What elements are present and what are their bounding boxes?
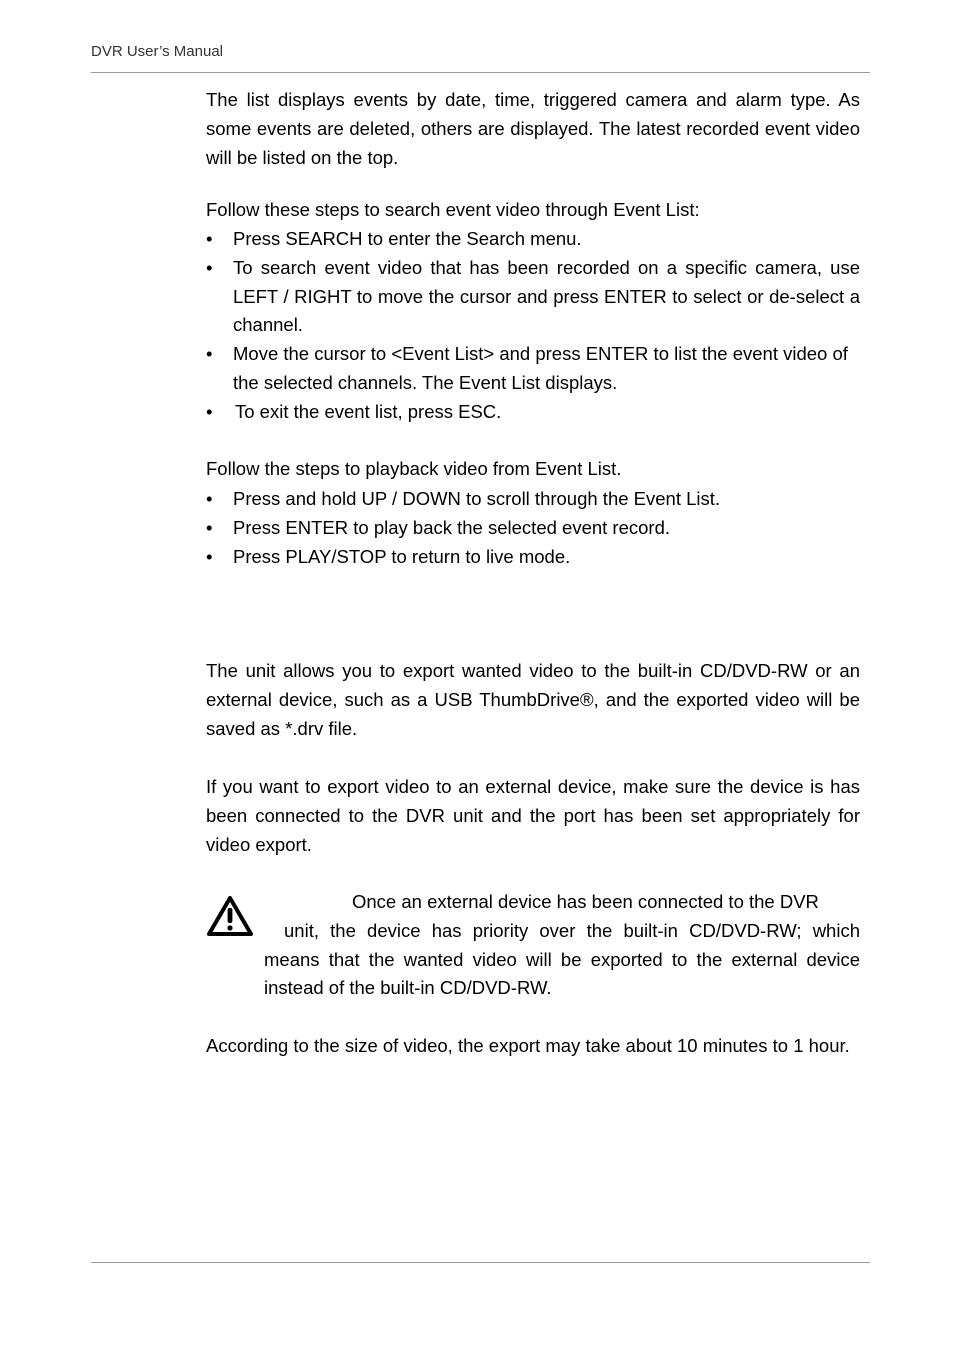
list-item: • To exit the event list, press ESC. [206, 398, 860, 427]
list-item: • Press and hold UP / DOWN to scroll through the Event List. [206, 485, 860, 514]
event-list-description: The list displays events by date, time, triggered camera and alarm type. As some events are deleted, others are displayed. The latest recorded event video will be listed on the top. [206, 89, 860, 168]
list-item: • Press SEARCH to enter the Search menu. [206, 225, 860, 254]
bullet-icon: • [206, 256, 213, 278]
playback-steps-list [206, 485, 860, 571]
bullet-icon: • [206, 400, 213, 422]
header-divider [91, 72, 870, 73]
playback-steps-intro: Follow the steps to playback video from Event List. [206, 458, 622, 479]
search-steps-intro: Follow these steps to search event video through Event List: [206, 199, 700, 220]
export-duration-description: According to the size of video, the export may take about 10 minutes to 1 hour. [206, 1035, 850, 1056]
warning-triangle-icon [206, 894, 254, 938]
warning-note-first-line: Once an external device has been connected to the DVR [352, 891, 819, 912]
list-item: • Press ENTER to play back the selected event record. [206, 514, 860, 543]
running-header: DVR User’s Manual [91, 43, 223, 60]
bullet-icon: • [206, 516, 213, 538]
warning-note-body: unit, the device has priority over the built-in CD/DVD-RW; which means that the wanted video will be exported to the external device instead of the built-in CD/DVD-RW. [264, 919, 860, 999]
warning-note [264, 888, 860, 1003]
search-steps-list [206, 225, 860, 427]
list-item: • To search event video that has been recorded on a specific camera, use LEFT / RIGHT to move the cursor and press ENTER to select or de-select a channel. [206, 254, 860, 340]
bullet-icon: • [206, 228, 213, 249]
export-description: The unit allows you to export wanted video to the built-in CD/DVD-RW or an external device, such as a USB ThumbDrive®, and the exported video will be saved as *.drv file. [206, 660, 860, 739]
external-device-description: If you want to export video to an external device, make sure the device is has been connected to the DVR unit and the port has been set appropriately for video export. [206, 776, 860, 855]
bullet-icon: • [206, 488, 213, 509]
list-item: • Move the cursor to <Event List> and press ENTER to list the event video of the selected channels. The Event List displays. [206, 340, 860, 398]
footer-divider [91, 1262, 870, 1263]
bullet-icon: • [206, 545, 213, 567]
bullet-icon: • [206, 343, 213, 365]
list-item: • Press PLAY/STOP to return to live mode. [206, 543, 860, 572]
